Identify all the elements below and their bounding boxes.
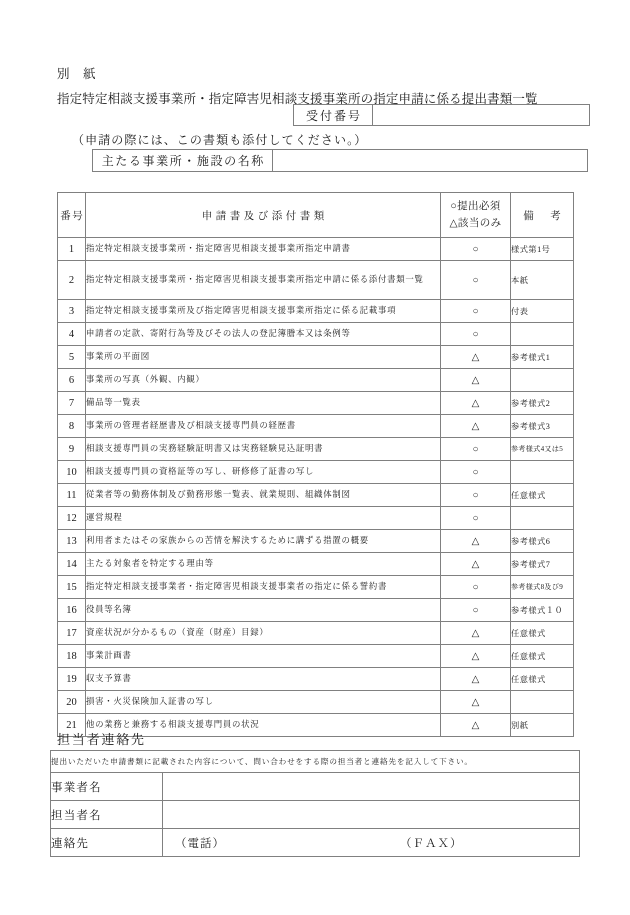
row-remarks: 参考様式3: [511, 415, 574, 438]
mark-legend-conditional: △該当のみ: [449, 218, 502, 229]
facility-name-input[interactable]: [273, 150, 587, 171]
table-row: [58, 553, 574, 576]
row-document-name: 従業者等の勤務体制及び勤務形態一覧表、就業規則、組織体制図: [86, 484, 441, 507]
row-requirement-mark: ○: [441, 323, 511, 346]
table-row: [58, 415, 574, 438]
row-document-name: 指定特定相談支援事業所・指定障害児相談支援事業所指定申請に係る添付書類一覧: [86, 261, 441, 300]
row-remarks: [511, 369, 574, 392]
row-remarks: 参考様式6: [511, 530, 574, 553]
row-number: 3: [58, 300, 86, 323]
row-remarks: [511, 323, 574, 346]
table-row: [58, 392, 574, 415]
receipt-number-box: [293, 104, 590, 126]
table-row: [58, 300, 574, 323]
row-number: 18: [58, 645, 86, 668]
person-name-input[interactable]: [163, 801, 580, 829]
row-number: 10: [58, 461, 86, 484]
row-remarks: [511, 507, 574, 530]
row-remarks: [511, 691, 574, 714]
table-row: [58, 369, 574, 392]
besshi-label: 別 紙: [57, 67, 97, 81]
row-requirement-mark: ○: [441, 484, 511, 507]
row-number: 6: [58, 369, 86, 392]
row-document-name: 役員等名簿: [86, 599, 441, 622]
row-document-name: 運営規程: [86, 507, 441, 530]
table-row: [58, 622, 574, 645]
receipt-number-label: 受付番号: [294, 105, 373, 125]
row-document-name: 指定特定相談支援事業者・指定障害児相談支援事業者の指定に係る誓約書: [86, 576, 441, 599]
row-document-name: 損害・火災保険加入証書の写し: [86, 691, 441, 714]
row-requirement-mark: ○: [441, 599, 511, 622]
row-requirement-mark: △: [441, 392, 511, 415]
table-row: [58, 323, 574, 346]
row-remarks: [511, 461, 574, 484]
row-remarks: 参考様式8及び9: [511, 576, 574, 599]
row-number: 9: [58, 438, 86, 461]
receipt-number-input[interactable]: [373, 105, 589, 125]
row-document-name: 収支予算書: [86, 668, 441, 691]
row-requirement-mark: △: [441, 553, 511, 576]
table-row: [58, 484, 574, 507]
fax-label: （ＦＡＸ）: [400, 837, 463, 850]
row-remarks: 任意様式: [511, 622, 574, 645]
row-number: 20: [58, 691, 86, 714]
row-number: 5: [58, 346, 86, 369]
row-requirement-mark: △: [441, 714, 511, 737]
contact-row-contact-info: [51, 829, 580, 857]
row-remarks: 本紙: [511, 261, 574, 300]
row-document-name: 資産状況が分かるもの（資産（財産）目録）: [86, 622, 441, 645]
row-number: 17: [58, 622, 86, 645]
row-document-name: 主たる対象者を特定する理由等: [86, 553, 441, 576]
row-requirement-mark: ○: [441, 576, 511, 599]
telephone-label: （電話）: [175, 837, 225, 850]
row-number: 2: [58, 261, 86, 300]
row-remarks: 任意様式: [511, 484, 574, 507]
row-number: 12: [58, 507, 86, 530]
row-requirement-mark: ○: [441, 438, 511, 461]
row-remarks: 参考様式7: [511, 553, 574, 576]
row-document-name: 事業所の写真（外観、内観）: [86, 369, 441, 392]
table-row: [58, 461, 574, 484]
row-number: 21: [58, 714, 86, 737]
row-document-name: 利用者またはその家族からの苦情を解決するために講ずる措置の概要: [86, 530, 441, 553]
row-number: 16: [58, 599, 86, 622]
row-requirement-mark: △: [441, 691, 511, 714]
row-remarks: 任意様式: [511, 645, 574, 668]
row-document-name: 事業所の管理者経歴書及び相談支援専門員の経歴書: [86, 415, 441, 438]
attachment-note: （申請の際には、この書類も添付してください。）: [72, 133, 368, 147]
row-document-name: 備品等一覧表: [86, 392, 441, 415]
row-requirement-mark: △: [441, 346, 511, 369]
contact-row-business-name: [51, 773, 580, 801]
row-number: 1: [58, 238, 86, 261]
row-requirement-mark: △: [441, 369, 511, 392]
table-row: [58, 576, 574, 599]
person-name-label: 担当者名: [51, 801, 163, 829]
row-remarks: 別紙: [511, 714, 574, 737]
row-remarks: 付表: [511, 300, 574, 323]
facility-name-label: 主たる事業所・施設の名称: [93, 150, 273, 171]
row-remarks: 任意様式: [511, 668, 574, 691]
facility-name-box: [92, 149, 588, 172]
mark-legend-required: ○提出必須: [450, 200, 501, 212]
row-number: 14: [58, 553, 86, 576]
contact-instruction-note: 提出いただいた申請書類に記載された内容について、問い合わせをする際の担当者と連絡先を記入して下さい。: [51, 751, 580, 773]
contact-row-person-name: [51, 801, 580, 829]
row-document-name: 事業計画書: [86, 645, 441, 668]
row-number: 15: [58, 576, 86, 599]
contact-section-heading: 担当者連絡先: [57, 732, 146, 747]
contact-table: [50, 750, 580, 857]
table-row: [58, 346, 574, 369]
row-document-name: 申請者の定款、寄附行為等及びその法人の登記簿謄本又は条例等: [86, 323, 441, 346]
row-document-name: 相談支援専門員の実務経験証明書又は実務経験見込証明書: [86, 438, 441, 461]
row-remarks: 参考様式1: [511, 346, 574, 369]
contact-info-label: 連絡先: [51, 829, 163, 857]
table-row: [58, 645, 574, 668]
business-name-input[interactable]: [163, 773, 580, 801]
row-requirement-mark: ○: [441, 461, 511, 484]
row-requirement-mark: ○: [441, 238, 511, 261]
column-header-mark: [441, 193, 511, 238]
table-row: [58, 691, 574, 714]
row-requirement-mark: ○: [441, 507, 511, 530]
column-header-name: 申請書及び添付書類: [86, 193, 441, 238]
table-row: [58, 599, 574, 622]
row-remarks: 参考様式2: [511, 392, 574, 415]
table-header-row: [58, 193, 574, 238]
row-document-name: 他の業務と兼務する相談支援専門員の状況: [86, 714, 441, 737]
business-name-label: 事業者名: [51, 773, 163, 801]
table-row: [58, 238, 574, 261]
row-requirement-mark: △: [441, 530, 511, 553]
contact-note-row: [51, 751, 580, 773]
row-requirement-mark: △: [441, 645, 511, 668]
row-number: 13: [58, 530, 86, 553]
row-number: 19: [58, 668, 86, 691]
row-document-name: 相談支援専門員の資格証等の写し、研修修了証書の写し: [86, 461, 441, 484]
column-header-note: 備 考: [511, 193, 574, 238]
page-title: 指定特定相談支援事業所・指定障害児相談支援事業所の指定申請に係る提出書類一覧: [57, 92, 538, 106]
row-document-name: 事業所の平面図: [86, 346, 441, 369]
contact-info-fields: [163, 829, 580, 857]
row-document-name: 指定特定相談支援事業所・指定障害児相談支援事業所指定申請書: [86, 238, 441, 261]
row-document-name: 指定特定相談支援事業所及び指定障害児相談支援事業所指定に係る記載事項: [86, 300, 441, 323]
row-requirement-mark: ○: [441, 300, 511, 323]
row-number: 11: [58, 484, 86, 507]
column-header-no: 番号: [58, 193, 86, 238]
table-row: [58, 507, 574, 530]
row-requirement-mark: △: [441, 415, 511, 438]
row-requirement-mark: △: [441, 622, 511, 645]
documents-table-body: [58, 238, 574, 737]
row-remarks: 参考様式4又は5: [511, 438, 574, 461]
table-row: [58, 438, 574, 461]
row-requirement-mark: △: [441, 668, 511, 691]
row-remarks: 様式第1号: [511, 238, 574, 261]
row-number: 8: [58, 415, 86, 438]
row-number: 4: [58, 323, 86, 346]
row-number: 7: [58, 392, 86, 415]
row-remarks: 参考様式１０: [511, 599, 574, 622]
documents-table: [57, 192, 574, 737]
table-row: [58, 530, 574, 553]
row-requirement-mark: ○: [441, 261, 511, 300]
table-row: [58, 261, 574, 300]
table-row: [58, 668, 574, 691]
